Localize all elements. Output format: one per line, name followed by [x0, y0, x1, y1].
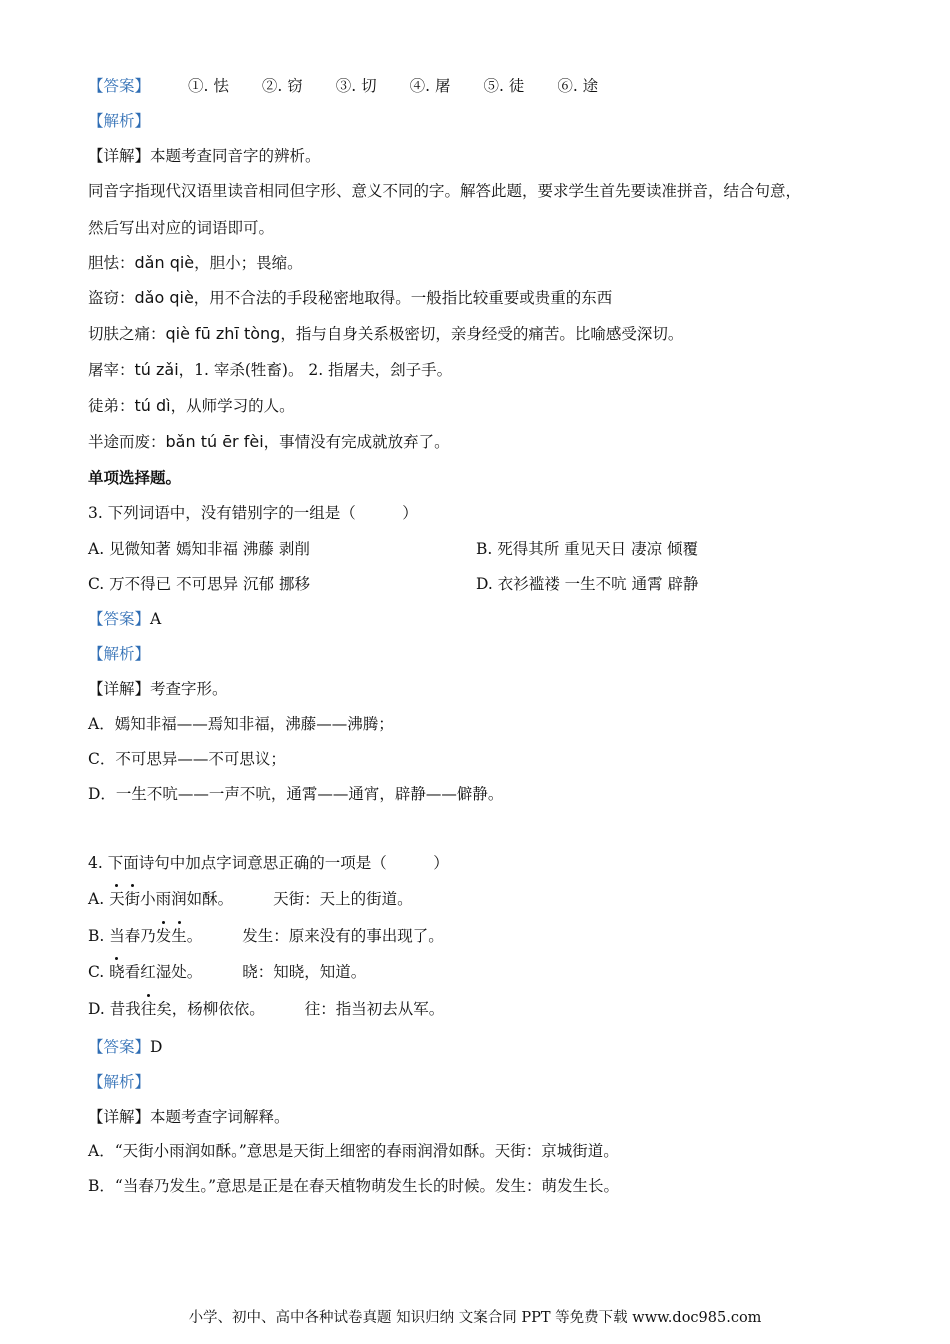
- answer-tag: 【答案】: [88, 1038, 151, 1056]
- analysis-tag: 【解析】: [88, 1073, 151, 1091]
- entry-meaning: ，指与自身关系极密切，亲身经受的痛苦。比喻感受深切。: [280, 325, 684, 343]
- detail-tag: 【详解】: [88, 147, 151, 165]
- entry-meaning: ，胆小；畏缩。: [194, 254, 303, 272]
- note-line: A．“天街小雨润如酥。”意思是天街上细密的春雨润滑如酥。天街：京城街道。: [88, 1142, 619, 1160]
- q3-answer-line: [88, 609, 161, 629]
- entry-meaning: ，用不合法的手段秘密地取得。一般指比较重要或贵重的东西: [193, 289, 613, 307]
- dotted-word: [109, 963, 125, 981]
- entry-meaning: ，事情没有完成就放弃了。: [263, 433, 450, 451]
- dotted-char: 生: [171, 927, 187, 945]
- q3-question: 3. 下列词语中，没有错别字的一组是（ ）: [88, 504, 418, 522]
- entry-word: 胆怯：: [88, 254, 135, 272]
- option-text: A.: [88, 890, 110, 908]
- answer-tag: 【答案】: [88, 610, 151, 628]
- option-gloss: 天街：天上的街道。: [273, 890, 413, 908]
- detail-line: [88, 146, 321, 166]
- analysis-tag: 【解析】: [88, 112, 151, 130]
- answer-tag: 【答案】: [88, 77, 151, 95]
- q3-option-c: C. 万不得已 不可思异 沉郁 挪移: [88, 575, 310, 593]
- detail-text: 考查字形。: [150, 680, 228, 698]
- entry-line: [88, 288, 612, 308]
- paragraph-line: 然后写出对应的词语即可。: [88, 219, 275, 237]
- entry-meaning: ，1. 宰杀(牲畜)。 2. 指屠夫，刽子手。: [178, 361, 453, 379]
- q4-option-b: [88, 926, 444, 946]
- analysis-tag: 【解析】: [88, 645, 151, 663]
- entry-meaning: ，从师学习的人。: [170, 397, 295, 415]
- detail-line: [88, 679, 228, 699]
- dotted-char: 往: [140, 1000, 157, 1018]
- answer-item: ⑥. 途: [557, 77, 599, 95]
- option-text: 小雨润如酥。: [140, 890, 234, 908]
- entry-pinyin: tú zǎi: [134, 360, 179, 379]
- option-text: D. 昔我: [88, 1000, 141, 1018]
- detail-tag: 【详解】: [88, 680, 151, 698]
- dotted-char: 天: [109, 890, 125, 908]
- entry-pinyin: tú dì: [134, 396, 171, 415]
- paragraph-line: 同音字指现代汉语里读音相同但字形、意义不同的字。解答此题，要求学生首先要读准拼音，结合句意，: [88, 182, 802, 200]
- detail-tag: 【详解】: [88, 1108, 151, 1126]
- section-title: 单项选择题。: [88, 468, 182, 487]
- note-line: C．不可思异——不可思议；: [88, 750, 286, 768]
- q4-question: 4. 下面诗句中加点字词意思正确的一项是（ ）: [88, 854, 449, 872]
- option-text: 。: [186, 927, 203, 945]
- q2-answer-line: [88, 76, 631, 96]
- entry-line: [88, 324, 683, 344]
- answer-item: ②. 窃: [261, 77, 303, 95]
- detail-text: 本题考查字词解释。: [150, 1108, 290, 1126]
- q4-option-d: [88, 999, 444, 1019]
- answer-item: ⑤. 徒: [483, 77, 525, 95]
- q3-option-b: B. 死得其所 重见天日 凄凉 倾覆: [476, 540, 699, 558]
- q4-answer-line: [88, 1037, 162, 1057]
- entry-word: 徒弟：: [88, 397, 135, 415]
- answer-item: ④. 屠: [409, 77, 451, 95]
- dotted-char: 晓: [109, 963, 125, 981]
- option-gloss: 往：指当初去从军。: [304, 1000, 445, 1018]
- option-text: 矣，杨柳依依。: [156, 1000, 265, 1018]
- answer-value: D: [150, 1038, 163, 1056]
- q4-option-c: [88, 962, 366, 982]
- note-line: A．嫣知非福——焉知非福，沸藤——沸腾；: [88, 715, 394, 733]
- dotted-word: [109, 890, 140, 908]
- q3-option-a: A. 见微知著 嫣知非福 沸藤 剥削: [88, 540, 310, 558]
- entry-word: 切肤之痛：: [88, 325, 166, 343]
- detail-line: [88, 1107, 290, 1127]
- entry-pinyin: dǎo qiè: [134, 288, 194, 307]
- option-gloss: 晓：知晓，知道。: [242, 963, 367, 981]
- option-text: 看红湿处。: [124, 963, 203, 981]
- dotted-char: 发: [155, 927, 172, 945]
- entry-pinyin: qiè fū zhī tòng: [165, 324, 281, 343]
- dotted-word: [156, 927, 187, 945]
- entry-line: [88, 360, 452, 380]
- q3-option-d: D. 衣衫褴褛 一生不吭 通霄 辟静: [476, 575, 699, 593]
- q4-option-a: [88, 889, 413, 909]
- page-footer: 小学、初中、高中各种试卷真题 知识归纳 文案合同 PPT 等免费下载 www.doc985.com: [188, 1310, 762, 1326]
- option-text: B. 当春乃: [88, 927, 156, 945]
- option-gloss: 发生：原来没有的事出现了。: [242, 927, 444, 945]
- option-text: C.: [88, 963, 110, 981]
- detail-text: 本题考查同音字的辨析。: [150, 147, 321, 165]
- entry-line: [88, 253, 303, 273]
- note-line: D．一生不吭——一声不吭，通霄——通宵，辟静——僻静。: [88, 785, 504, 803]
- entry-word: 半途而废：: [88, 433, 166, 451]
- note-line: B．“当春乃发生。”意思是正是在春天植物萌发生长的时候。发生：萌发生长。: [88, 1177, 619, 1195]
- entry-pinyin: bǎn tú ēr fèi: [165, 432, 264, 451]
- entry-line: [88, 396, 295, 416]
- entry-word: 盗窃：: [88, 289, 135, 307]
- entry-line: [88, 432, 450, 452]
- answer-item: ③. 切: [335, 77, 377, 95]
- entry-word: 屠宰：: [88, 361, 135, 379]
- dotted-char: 街: [124, 890, 141, 908]
- entry-pinyin: dǎn qiè: [134, 253, 195, 272]
- answer-value: A: [150, 610, 162, 628]
- answer-item: ①. 怯: [188, 77, 229, 95]
- dotted-word: [141, 1000, 157, 1018]
